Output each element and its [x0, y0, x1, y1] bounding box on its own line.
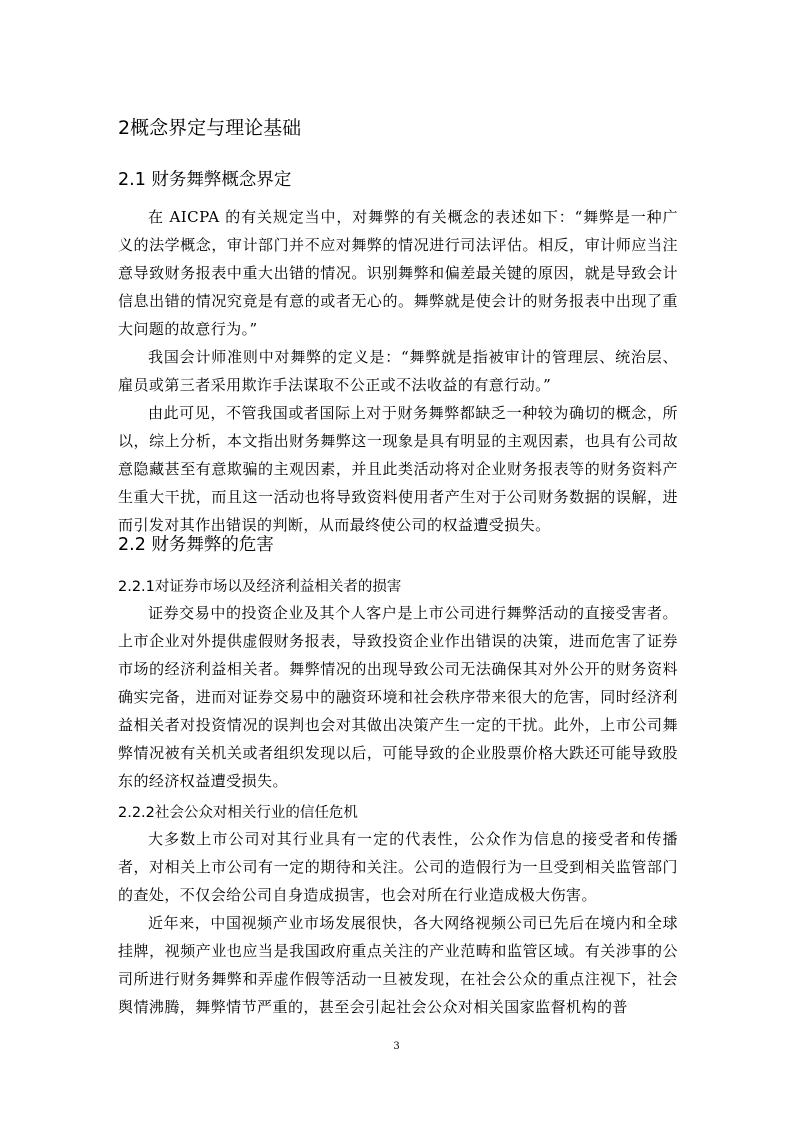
section-2-2-title: 2.2 财务舞弊的危害	[118, 535, 274, 555]
section-2-1-title: 2.1 财务舞弊概念界定	[118, 170, 292, 190]
subsection-2-2-1-title: 2.2.1对证券市场以及经济利益相关者的损害	[118, 579, 402, 595]
section-2-1-paragraph-3: 由此可见，不管我国或者国际上对于财务舞弊都缺乏一种较为确切的概念，所以，综上分析，本文指出财务舞弊这一现象是具有明显的主观因素，也具有公司故意隐藏甚至有意欺骗的主观因素，并且此类活动将对企业财务报表等的财务资料产生重大干扰，而且这一活动也将导致资料使用者产生对于公司财务数据的误解，进而引发对其作出错误的判断，从而最终使公司的权益遭受损失。	[118, 404, 678, 534]
subsection-2-2-2-paragraph-2: 近年来，中国视频产业市场发展很快，各大网络视频公司已先后在境内和全球挂牌，视频产业也应当是我国政府重点关注的产业范畴和监管区域。有关涉事的公司所进行财务舞弊和弄虚作假等活动一旦被发现，在社会公众的重点注视下，社会舆情沸腾，舞弊情节严重的，甚至会引起社会公众对相关国家监督机构的普	[118, 914, 678, 1016]
section-2-1-paragraph-2: 我国会计师准则中对舞弊的定义是：“舞弊就是指被审计的管理层、统治层、雇员或第三者采用欺诈手法谋取不公正或不法收益的有意行动。”	[118, 348, 678, 394]
subsection-2-2-1-paragraph-1: 证券交易中的投资企业及其个人客户是上市公司进行舞弊活动的直接受害者。上市企业对外提供虚假财务报表，导致投资企业作出错误的决策，进而危害了证券市场的经济利益相关者。舞弊情况的出现导致公司无法确保其对外公开的财务资料确实完备，进而对证券交易中的融资环境和社会秩序带来很大的危害，同时经济利益相关者对投资情况的误判也会对其做出决策产生一定的干扰。此外，上市公司舞弊情况被有关机关或者组织发现以后，可能导致的企业股票价格大跌还可能导致股东的经济权益遭受损失。	[118, 604, 678, 790]
chapter-title: 2概念界定与理论基础	[118, 117, 302, 139]
subsection-2-2-2-paragraph-1: 大多数上市公司对其行业具有一定的代表性，公众作为信息的接受者和传播者，对相关上市公司有一定的期待和关注。公司的造假行为一旦受到相关监管部门的查处，不仅会给公司自身造成损害，也会对所在行业造成极大伤害。	[118, 830, 678, 904]
subsection-2-2-2-title: 2.2.2社会公众对相关行业的信任危机	[118, 805, 358, 821]
section-2-1-paragraph-1: 在 AICPA 的有关规定当中，对舞弊的有关概念的表述如下：“舞弊是一种广义的法学概念，审计部门并不应对舞弊的情况进行司法评估。相反，审计师应当注意导致财务报表中重大出错的情况。识别舞弊和偏差最关键的原因，就是导致会计信息出错的情况究竟是有意的或者无心的。舞弊就是使会计的财务报表中出现了重大问题的故意行为。”	[118, 208, 678, 338]
page-number: 3	[393, 1041, 400, 1052]
